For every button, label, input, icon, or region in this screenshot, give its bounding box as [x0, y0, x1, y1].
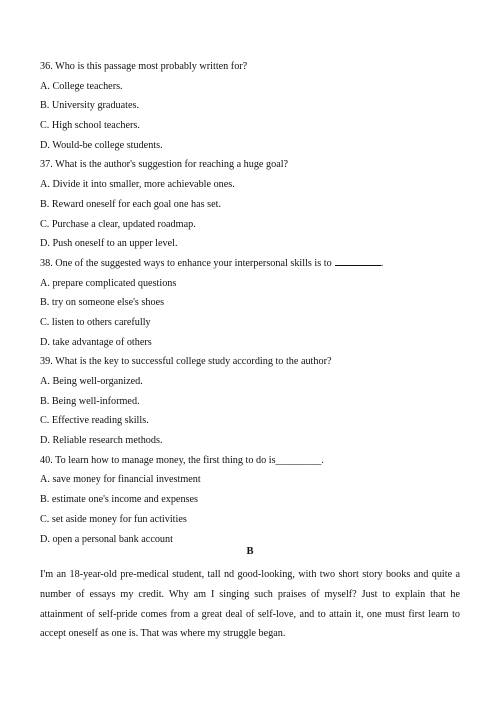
question-38-option-d: D. take advantage of others — [40, 336, 152, 348]
question-39-option-d: D. Reliable research methods. — [40, 435, 163, 447]
question-36-option-d: D. Would-be college students. — [40, 139, 163, 151]
question-36-option-b: B. University graduates. — [40, 100, 140, 112]
question-39-option-a: A. Being well-organized. — [40, 376, 143, 387]
question-36-option-a: A. College teachers. — [40, 80, 123, 92]
question-37-option-c: C. Purchase a clear, updated roadmap. — [40, 218, 196, 230]
question-38-option-c: C. listen to others carefully — [40, 316, 151, 328]
question-list — [40, 57, 470, 549]
question-40-option-d: D. open a personal bank account — [40, 533, 173, 545]
question-38-option-a: A. prepare complicated questions — [40, 277, 177, 289]
question-37-option-b: B. Reward oneself for each goal one has set. — [40, 198, 222, 210]
question-36-option-c: C. High school teachers. — [40, 120, 140, 132]
question-38-stem-line — [40, 254, 470, 274]
question-37-stem: 37. What is the author's suggestion for reaching a huge goal? — [40, 159, 289, 171]
question-38-stem-end: . — [380, 257, 384, 269]
question-37-option-a: A. Divide it into smaller, more achievable ones. — [40, 179, 235, 191]
section-b-title: B — [246, 546, 254, 557]
section-b-passage: I'm an 18-year-old pre-medical student, tall nd good-looking, with two short story books and quite a number of essays my credit. Why am I singing such praises of myself? Just to explain that he attainment of self-pride comes from a great deal of self-love, and to attain it, one must first learn to accept oneself as one is. That was where my struggle began. — [40, 569, 460, 640]
question-40-stem: 40. To learn how to manage money, the first thing to do is_________. — [40, 454, 324, 466]
question-40-option-a: A. save money for financial investment — [40, 474, 201, 486]
question-38-option-b: B. try on someone else's shoes — [40, 297, 165, 309]
question-39-option-b: B. Being well-informed. — [40, 395, 140, 407]
answer-blank — [335, 257, 381, 266]
question-40-option-b: B. estimate one's income and expenses — [40, 494, 199, 506]
question-37-option-d: D. Push oneself to an upper level. — [40, 238, 178, 250]
question-38-stem: 38. One of the suggested ways to enhance your interpersonal skills is to — [40, 257, 332, 269]
question-39-option-c: C. Effective reading skills. — [40, 415, 149, 427]
question-40-option-c: C. set aside money for fun activities — [40, 513, 187, 525]
question-39-stem: 39. What is the key to successful college study according to the author? — [40, 356, 332, 368]
question-36-stem: 36. Who is this passage most probably written for? — [40, 61, 248, 72]
